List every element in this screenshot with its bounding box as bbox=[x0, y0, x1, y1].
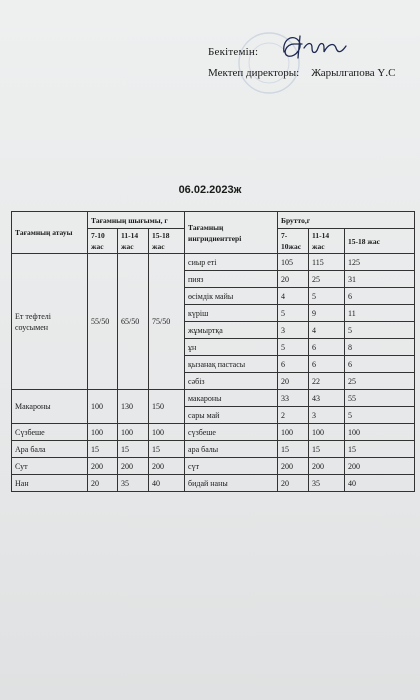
ingredient-name-cell: сүзбеше bbox=[185, 424, 278, 441]
dish-yield-cell: 100 bbox=[88, 390, 118, 424]
dish-yield-cell: 75/50 bbox=[149, 254, 185, 390]
ingredient-gross-cell: 31 bbox=[345, 271, 415, 288]
ingredient-gross-cell: 15 bbox=[345, 441, 415, 458]
dish-name-cell: Сут bbox=[12, 458, 88, 475]
ingredient-name-cell: ара балы bbox=[185, 441, 278, 458]
dish-yield-cell: 100 bbox=[118, 424, 149, 441]
ingredient-gross-cell: 200 bbox=[278, 458, 309, 475]
ingredient-gross-cell: 115 bbox=[309, 254, 345, 271]
ingredient-name-cell: ұн bbox=[185, 339, 278, 356]
header-gross: Брутто,г bbox=[278, 212, 415, 229]
ingredient-gross-cell: 6 bbox=[345, 288, 415, 305]
ingredient-gross-cell: 4 bbox=[309, 322, 345, 339]
ingredient-name-cell: сүт bbox=[185, 458, 278, 475]
ingredient-gross-cell: 15 bbox=[309, 441, 345, 458]
ingredient-name-cell: жұмыртқа bbox=[185, 322, 278, 339]
header-gross-age-15-18: 15-18 жас bbox=[345, 229, 415, 254]
ingredient-gross-cell: 25 bbox=[309, 271, 345, 288]
dish-name-cell: Макароны bbox=[12, 390, 88, 424]
header-age-15-18: 15-18 жас bbox=[149, 229, 185, 254]
dish-yield-cell: 55/50 bbox=[88, 254, 118, 390]
ingredient-name-cell: сиыр еті bbox=[185, 254, 278, 271]
director-name: Жарылгапова Ү.С bbox=[311, 67, 396, 79]
header-age-7-10: 7-10 жас bbox=[88, 229, 118, 254]
header-gross-age-11-14: 11-14 жас bbox=[309, 229, 345, 254]
ingredient-gross-cell: 55 bbox=[345, 390, 415, 407]
ingredient-gross-cell: 15 bbox=[278, 441, 309, 458]
header-ingredients: Тағамның ингридиенттері bbox=[185, 212, 278, 254]
menu-table bbox=[11, 211, 415, 492]
ingredient-name-cell: бидай наны bbox=[185, 475, 278, 492]
dish-yield-cell: 40 bbox=[149, 475, 185, 492]
ingredient-gross-cell: 6 bbox=[278, 356, 309, 373]
ingredient-gross-cell: 5 bbox=[278, 339, 309, 356]
header-dish-yield: Тағамның шығымы, г bbox=[88, 212, 185, 229]
ingredient-gross-cell: 5 bbox=[309, 288, 345, 305]
dish-yield-cell: 15 bbox=[118, 441, 149, 458]
menu-table-body bbox=[12, 254, 415, 492]
table-row bbox=[12, 254, 415, 271]
table-row bbox=[12, 424, 415, 441]
ingredient-gross-cell: 200 bbox=[309, 458, 345, 475]
ingredient-gross-cell: 100 bbox=[278, 424, 309, 441]
dish-yield-cell: 100 bbox=[149, 424, 185, 441]
menu-date: 06.02.2023ж bbox=[178, 184, 242, 196]
director-label: Мектеп директоры: bbox=[208, 67, 300, 79]
ingredient-gross-cell: 4 bbox=[278, 288, 309, 305]
ingredient-name-cell: өсімдік майы bbox=[185, 288, 278, 305]
ingredient-gross-cell: 9 bbox=[309, 305, 345, 322]
ingredient-gross-cell: 100 bbox=[345, 424, 415, 441]
dish-yield-cell: 100 bbox=[88, 424, 118, 441]
ingredient-gross-cell: 125 bbox=[345, 254, 415, 271]
approval-block bbox=[208, 42, 395, 84]
table-row bbox=[12, 441, 415, 458]
dish-yield-cell: 200 bbox=[88, 458, 118, 475]
ingredient-gross-cell: 20 bbox=[278, 475, 309, 492]
header-gross-age-7-10: 7-10жас bbox=[278, 229, 309, 254]
dish-yield-cell: 200 bbox=[118, 458, 149, 475]
ingredient-gross-cell: 5 bbox=[345, 407, 415, 424]
ingredient-gross-cell: 5 bbox=[345, 322, 415, 339]
ingredient-gross-cell: 33 bbox=[278, 390, 309, 407]
ingredient-gross-cell: 5 bbox=[278, 305, 309, 322]
dish-yield-cell: 130 bbox=[118, 390, 149, 424]
ingredient-gross-cell: 11 bbox=[345, 305, 415, 322]
ingredient-gross-cell: 22 bbox=[309, 373, 345, 390]
ingredient-gross-cell: 25 bbox=[345, 373, 415, 390]
ingredient-gross-cell: 43 bbox=[309, 390, 345, 407]
ingredient-name-cell: қызанақ пастасы bbox=[185, 356, 278, 373]
ingredient-gross-cell: 20 bbox=[278, 271, 309, 288]
ingredient-gross-cell: 6 bbox=[309, 356, 345, 373]
dish-yield-cell: 65/50 bbox=[118, 254, 149, 390]
ingredient-gross-cell: 200 bbox=[345, 458, 415, 475]
ingredient-name-cell: макароны bbox=[185, 390, 278, 407]
ingredient-name-cell: күріш bbox=[185, 305, 278, 322]
dish-name-cell: Сүзбеше bbox=[12, 424, 88, 441]
dish-yield-cell: 200 bbox=[149, 458, 185, 475]
ingredient-gross-cell: 3 bbox=[309, 407, 345, 424]
table-row bbox=[12, 458, 415, 475]
dish-yield-cell: 35 bbox=[118, 475, 149, 492]
ingredient-gross-cell: 100 bbox=[309, 424, 345, 441]
ingredient-gross-cell: 2 bbox=[278, 407, 309, 424]
table-row bbox=[12, 390, 415, 407]
ingredient-gross-cell: 20 bbox=[278, 373, 309, 390]
ingredient-name-cell: сәбіз bbox=[185, 373, 278, 390]
ingredient-name-cell: сары май bbox=[185, 407, 278, 424]
header-dish-name: Тағамның атауы bbox=[12, 212, 88, 254]
ingredient-gross-cell: 35 bbox=[309, 475, 345, 492]
ingredient-gross-cell: 6 bbox=[345, 356, 415, 373]
approved-label: Бекітемін: bbox=[208, 46, 259, 58]
dish-yield-cell: 20 bbox=[88, 475, 118, 492]
dish-yield-cell: 15 bbox=[88, 441, 118, 458]
dish-name-cell: Ет тефтелі соусымен bbox=[12, 254, 88, 390]
dish-name-cell: Нан bbox=[12, 475, 88, 492]
table-row bbox=[12, 475, 415, 492]
ingredient-gross-cell: 6 bbox=[309, 339, 345, 356]
ingredient-gross-cell: 105 bbox=[278, 254, 309, 271]
dish-yield-cell: 150 bbox=[149, 390, 185, 424]
dish-yield-cell: 15 bbox=[149, 441, 185, 458]
dish-name-cell: Ара бала bbox=[12, 441, 88, 458]
ingredient-gross-cell: 3 bbox=[278, 322, 309, 339]
ingredient-gross-cell: 8 bbox=[345, 339, 415, 356]
ingredient-gross-cell: 40 bbox=[345, 475, 415, 492]
header-age-11-14: 11-14 жас bbox=[118, 229, 149, 254]
ingredient-name-cell: пияз bbox=[185, 271, 278, 288]
